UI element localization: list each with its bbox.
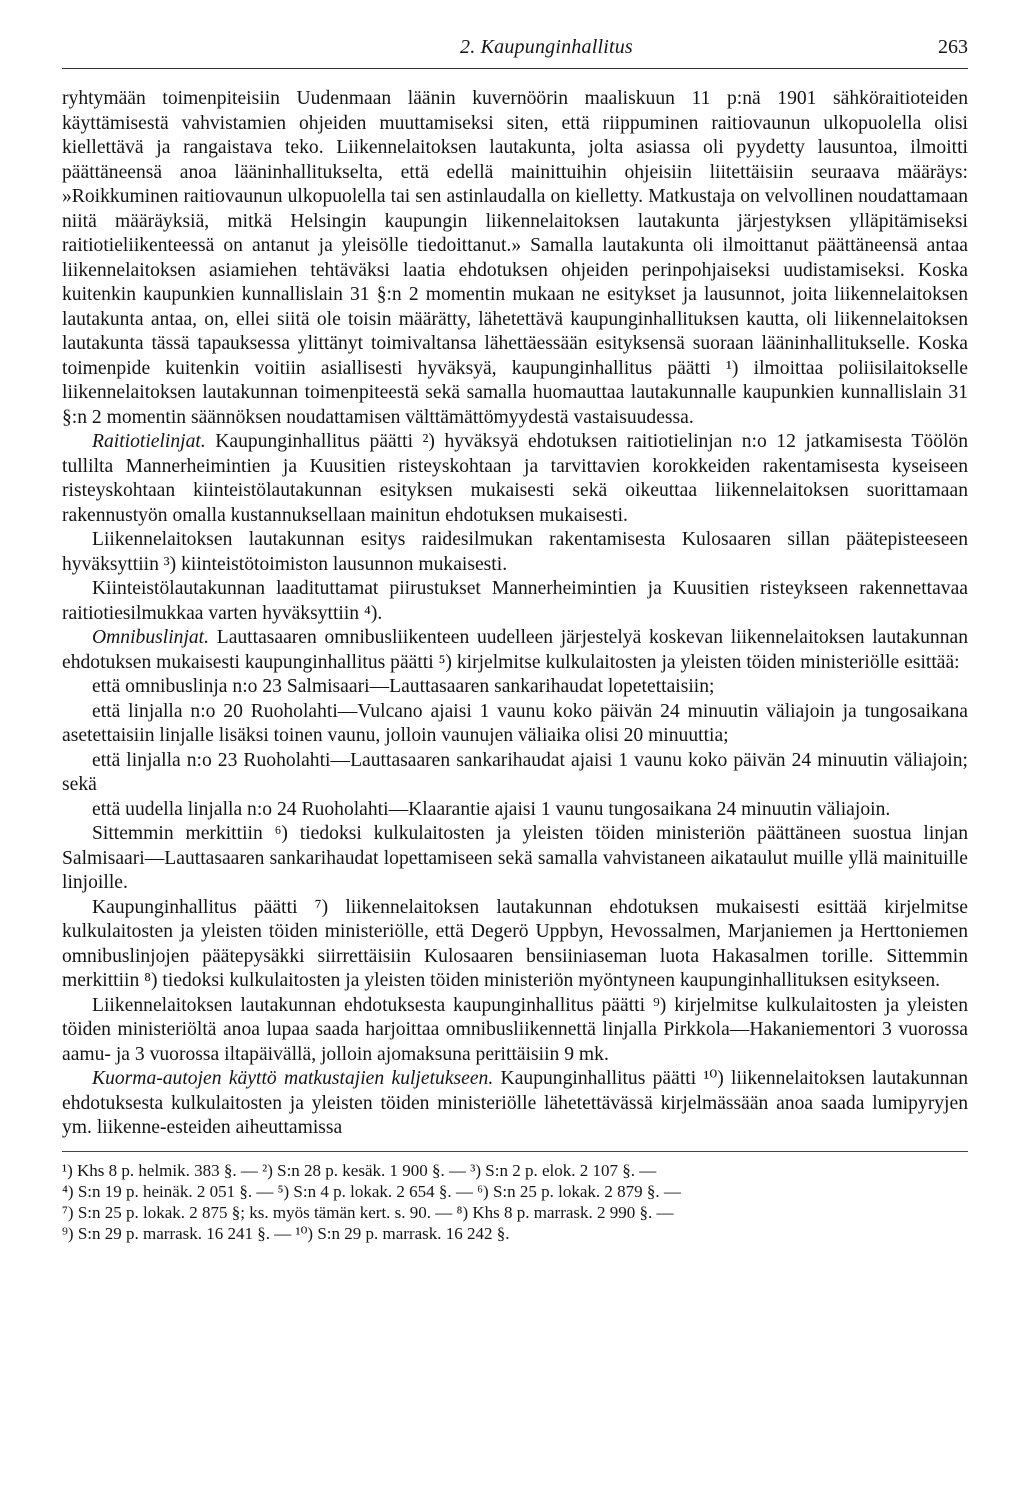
list-item: että linjalla n:o 20 Ruoholahti—Vulcano ajaisi 1 vaunu koko päivän 24 minuutin väliajoin ja tungosaikana asetettaisiin linjalle lisäksi toinen vaunu, jolloin vaunujen väliaika olisi 20 minuuttia; <box>62 700 968 746</box>
paragraph: Kiinteistölautakunnan laadituttamat piirustukset Mannerheimintien ja Kuusitien risteykseen rakennettavaa raitiotiesilmukkaa varten hyväksyttiin ⁴). <box>62 578 968 624</box>
section-heading: Omnibuslinjat. <box>92 627 210 648</box>
paragraph: Kaupunginhallitus päätti ⁷) liikennelaitoksen lautakunnan ehdotuksen mukaisesti esittää kirjelmitse kulkulaitosten ja yleisten töiden ministeriölle, että Degerö Uppbyn, Hevossalmen, Marjaniemen ja Herttoniemen omnibuslinjojen päätepysäkki siirrettäisiin Kulosaaren bensiiniaseman luota Hakasalmen torille. Sittemmin merkittiin ⁸) tiedoksi kulkulaitosten ja yleisten töiden ministeriön myöntyneen kaupunginhallituksen esitykseen. <box>62 896 968 991</box>
footnote-line: ⁹) S:n 29 p. marrask. 16 241 §. — ¹⁰) S:n 29 p. marrask. 16 242 §. <box>62 1223 510 1243</box>
section-heading: Kuorma-autojen käyttö matkustajien kuljetukseen. <box>92 1068 494 1089</box>
paragraph-text: Kaupunginhallitus päätti ¹⁰) liikennelaitoksen lautakunnan ehdotuksesta kulkulaitosten ja yleisten töiden ministeriölle lähetettävässä kirjelmässään anoa saada lumipyryjen ym. liikenne-esteiden aiheuttamissa <box>62 1068 968 1138</box>
paragraph-text: Kaupunginhallitus päätti ²) hyväksyä ehdotuksen raitiotielinjan n:o 12 jatkamisesta Töölön tullilta Mannerheimintien ja Kuusitien risteyskohtaan ja tarvittavien korokkeiden rakentamisesta kyseiseen risteyskohtaan kiinteistölautakunnan esityksen mukaisesti sekä oikeuttaa liikennelaitoksen suorittamaan rakennustyön omalla kustannuksellaan mainitun ehdotuksen mukaisesti. <box>62 431 968 526</box>
paragraph: Liikennelaitoksen lautakunnan esitys raidesilmukan rakentamisesta Kulosaaren sillan päätepisteeseen hyväksyttiin ³) kiinteistötoimiston lausunnon mukaisesti. <box>62 529 968 575</box>
running-header <box>62 34 968 68</box>
footnote-line: ¹) Khs 8 p. helmik. 383 §. — ²) S:n 28 p. kesäk. 1 900 §. — ³) S:n 2 p. elok. 2 107 §. — <box>62 1160 657 1180</box>
paragraph: Sittemmin merkittiin ⁶) tiedoksi kulkulaitosten ja yleisten töiden ministeriön päättäneen suostua linjan Salmisaari—Lauttasaaren sankarihaudat lopettamiseen sekä samalla vahvistaneen aikataulut muille yllä mainituille linjoille. <box>62 823 968 893</box>
paragraph <box>62 430 968 528</box>
footnote-line: ⁴) S:n 19 p. heinäk. 2 051 §. — ⁵) S:n 4 p. lokak. 2 654 §. — ⁶) S:n 25 p. lokak. 2 879 §. — <box>62 1181 681 1201</box>
body-text <box>62 87 968 1141</box>
paragraph: ryhtymään toimenpiteisiin Uudenmaan läänin kuvernöörin maaliskuun 11 p:nä 1901 sähköraitioteiden käyttämisestä vahvistamien ohjeiden muuttamiseksi siten, että riippuminen raitiovaunun ulkopuolella olisi kiellettävä ja rangaistava teko. Liikennelaitoksen lautakunta, jolta asiassa oli pyydetty lausuntoa, ilmoitti päättäneensä anoa lääninhallitukselta, että edellä mainittuihin ohjeisiin liitettäisiin seuraava määräys: »Roikkuminen raitiovaunun ulkopuolella tai sen astinlaudalla on kielletty. Matkustaja on velvollinen noudattamaan niitä määräyksiä, mitkä Helsingin kaupungin liikennelaitoksen lautakunta järjestyksen ylläpitämiseksi raitiotieliikenteessä on antanut ja yleisölle tiedoittanut.» Samalla lautakunta oli ilmoittanut päättäneensä antaa liikennelaitoksen asiamiehen tehtäväksi laatia ehdotuksen ohjeiden perinpohjaiseksi uudistamiseksi. Koska kuitenkin kaupunkien kunnallislain 31 §:n 2 momentin mukaan ne esitykset ja lausunnot, joita liikennelaitoksen lautakunta antaa, on, ellei siitä ole toisin määrätty, lähetettävä kaupunginhallituksen kautta, oli liikennelaitoksen lautakunta tässä tapauksessa ylittänyt toimivaltansa lähettäessään esityksensä suoraan lääninhallitukselle. Koska toimenpide kuitenkin voitiin asiallisesti hyväksyä, kaupunginhallitus päätti ¹) ilmoittaa poliisilaitokselle liikennelaitoksen lautakunnan toimenpiteestä sekä samalla huomauttaa lautakunnalle kaupunkien kunnallislain 31 §:n 2 momentin säännöksen noudattamisen välttämättömyydestä vastaisuudessa. <box>62 88 968 428</box>
paragraph <box>62 1067 968 1141</box>
footnote-rule <box>62 1151 968 1152</box>
list-item: että uudella linjalla n:o 24 Ruoholahti—Klaarantie ajaisi 1 vaunu tungosaikana 24 minuutin väliajoin. <box>92 798 891 820</box>
paragraph-text: Lauttasaaren omnibusliikenteen uudelleen järjestelyä koskevan liikennelaitoksen lautakunnan ehdotuksen mukaisesti kaupunginhallitus päätti ⁵) kirjelmitse kulkulaitosten ja yleisten töiden ministeriölle esittää: <box>62 627 968 673</box>
list-item: että omnibuslinja n:o 23 Salmisaari—Lauttasaaren sankarihaudat lopetettaisiin; <box>92 676 715 697</box>
footnote-line: ⁷) S:n 25 p. lokak. 2 875 §; ks. myös tämän kert. s. 90. — ⁸) Khs 8 p. marrask. 2 990 §. — <box>62 1202 674 1222</box>
section-heading: Raitiotielinjat. <box>92 431 206 452</box>
page-number: 263 <box>938 36 968 58</box>
footnotes <box>62 1160 968 1244</box>
paragraph: Liikennelaitoksen lautakunnan ehdotuksesta kaupunginhallitus päätti ⁹) kirjelmitse kulkulaitosten ja yleisten töiden ministeriöltä anoa lupaa saada harjoittaa omnibusliikennettä linjalla Pirkkola—Hakaniementori 3 vuorossa aamu- ja 3 vuorossa iltapäivällä, jolloin ajomaksuna perittäisiin 9 mk. <box>62 994 968 1065</box>
paragraph <box>62 626 968 675</box>
document-page <box>62 34 968 1244</box>
header-rule <box>62 68 968 69</box>
list-item: että linjalla n:o 23 Ruoholahti—Lauttasaaren sankarihaudat ajaisi 1 vaunu koko päivän 24 minuutin väliajoin; sekä <box>62 749 968 795</box>
running-title: 2. Kaupunginhallitus <box>460 36 633 58</box>
